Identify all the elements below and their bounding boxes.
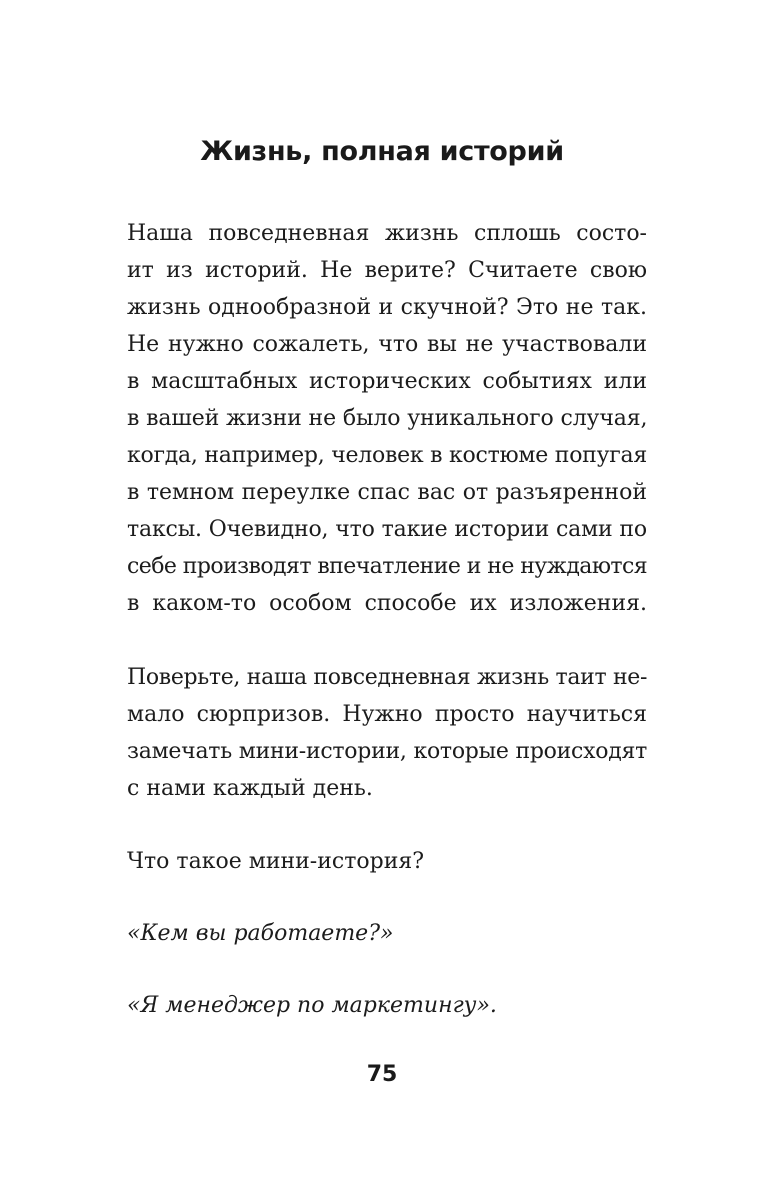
paragraph-1-line: ит из историй. Не верите? Считаете свою <box>127 258 647 283</box>
paragraph-1-line: в темном переулке спас вас от разъяренной <box>127 480 647 505</box>
paragraph-1-line: в масштабных исторических событиях или <box>127 369 647 394</box>
question-text: Что такое мини-история? <box>127 849 425 874</box>
paragraph-1-line: Наша повседневная жизнь сплошь состо- <box>127 221 647 246</box>
paragraph-1-line: Не нужно сожалеть, что вы не участвовали <box>127 332 647 357</box>
paragraph-2-line: с нами каждый день. <box>127 776 373 801</box>
paragraph-2-line: Поверьте, наша повседневная жизнь таит не- <box>127 665 648 690</box>
paragraph-1-line: таксы. Очевидно, что такие истории сами по <box>127 517 647 542</box>
paragraph-2-line: замечать мини-истории, которые происходят <box>127 739 647 764</box>
paragraph-1-line: себе производят впечатление и не нуждаются <box>127 554 648 579</box>
paragraph-2-line: мало сюрпризов. Нужно просто научиться <box>127 702 647 727</box>
chapter-title: Жизнь, полная историй <box>200 136 564 167</box>
paragraph-1-line: жизнь однообразной и скучной? Это не так. <box>127 295 647 320</box>
paragraph-1-line: в каком-то особом способе их изложения. <box>127 591 647 616</box>
paragraph-1-line: в вашей жизни не было уникального случая, <box>127 406 648 431</box>
dialog-line-1: «Кем вы работаете?» <box>127 921 394 946</box>
paragraph-1-line: когда, например, человек в костюме попугая <box>127 443 647 468</box>
page-number: 75 <box>366 1062 398 1087</box>
dialog-line-2: «Я менеджер по маркетингу». <box>127 993 497 1018</box>
